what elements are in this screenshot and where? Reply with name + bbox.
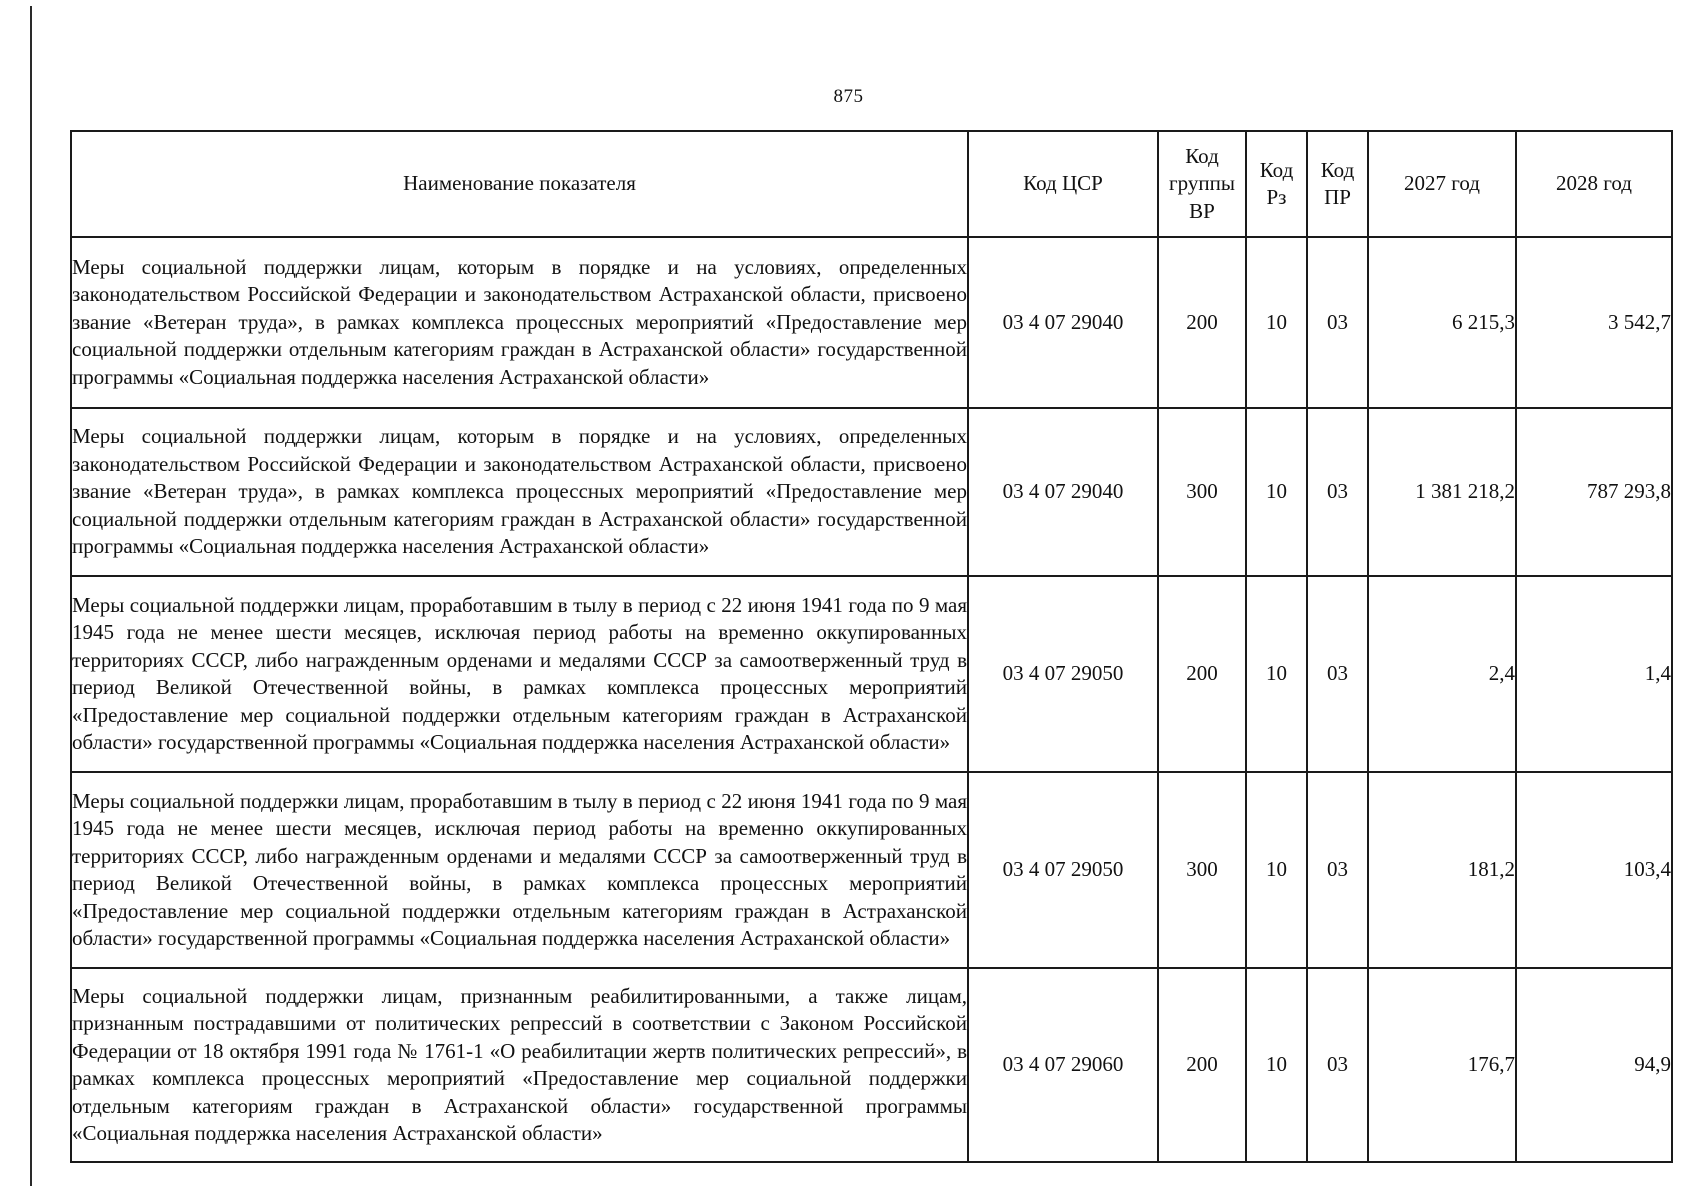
cell-indicator-name: Меры социальной поддержки лицам, проработавшим в тылу в период с 22 июня 1941 года по 9 мая 1945 года не менее шести месяцев, исключая период работы на временно оккупированных территориях СССР, либо награжденным орденами и медалями СССР за самоотверженный труд в период Великой Отечественной войны, в рамках комплекса процессных мероприятий «Предоставление мер социальной поддержки отдельным категориям граждан в Астраханской области» государственной программы «Социальная поддержка населения Астраханской области» [71, 772, 968, 968]
cell-pr-code: 03 [1307, 237, 1368, 408]
cell-csr-code: 03 4 07 29040 [968, 237, 1158, 408]
cell-amount-2028: 787 293,8 [1516, 408, 1672, 576]
cell-rz-code: 10 [1246, 408, 1307, 576]
cell-amount-2027: 176,7 [1368, 968, 1516, 1162]
cell-vr-code: 300 [1158, 408, 1246, 576]
cell-rz-code: 10 [1246, 772, 1307, 968]
cell-csr-code: 03 4 07 29050 [968, 772, 1158, 968]
header-row [71, 131, 1672, 237]
cell-amount-2027: 2,4 [1368, 576, 1516, 772]
table-header [71, 131, 1672, 237]
cell-csr-code: 03 4 07 29040 [968, 408, 1158, 576]
cell-amount-2028: 1,4 [1516, 576, 1672, 772]
cell-indicator-name: Меры социальной поддержки лицам, которым в порядке и на условиях, определенных законодательством Российской Федерации и законодательством Астраханской области, присвоено звание «Ветеран труда», в рамках комплекса процессных мероприятий «Предоставление мер социальной поддержки отдельным категориям граждан в Астраханской области» государственной программы «Социальная поддержка населения Астраханской области» [71, 408, 968, 576]
header-year-2028: 2028 год [1516, 131, 1672, 237]
cell-amount-2027: 1 381 218,2 [1368, 408, 1516, 576]
cell-amount-2027: 181,2 [1368, 772, 1516, 968]
cell-indicator-name: Меры социальной поддержки лицам, которым в порядке и на условиях, определенных законодательством Российской Федерации и законодательством Астраханской области, присвоено звание «Ветеран труда», в рамках комплекса процессных мероприятий «Предоставление мер социальной поддержки отдельным категориям граждан в Астраханской области» государственной программы «Социальная поддержка населения Астраханской области» [71, 237, 968, 408]
cell-indicator-name: Меры социальной поддержки лицам, проработавшим в тылу в период с 22 июня 1941 года по 9 мая 1945 года не менее шести месяцев, исключая период работы на временно оккупированных территориях СССР, либо награжденным орденами и медалями СССР за самоотверженный труд в период Великой Отечественной войны, в рамках комплекса процессных мероприятий «Предоставление мер социальной поддержки отдельным категориям граждан в Астраханской области» государственной программы «Социальная поддержка населения Астраханской области» [71, 576, 968, 772]
cell-pr-code: 03 [1307, 772, 1368, 968]
cell-csr-code: 03 4 07 29050 [968, 576, 1158, 772]
cell-csr-code: 03 4 07 29060 [968, 968, 1158, 1162]
cell-vr-code: 300 [1158, 772, 1246, 968]
cell-amount-2028: 3 542,7 [1516, 237, 1672, 408]
header-vr-group-code: Код группы ВР [1158, 131, 1246, 237]
header-rz-code: Код Рз [1246, 131, 1307, 237]
cell-vr-code: 200 [1158, 237, 1246, 408]
cell-vr-code: 200 [1158, 968, 1246, 1162]
cell-pr-code: 03 [1307, 968, 1368, 1162]
table-row [71, 968, 1672, 1162]
cell-amount-2028: 103,4 [1516, 772, 1672, 968]
header-indicator-name: Наименование показателя [71, 131, 968, 237]
table-row [71, 576, 1672, 772]
cell-indicator-name: Меры социальной поддержки лицам, признанным реабилитированными, а также лицам, признанным пострадавшими от политических репрессий в соответствии с Законом Российской Федерации от 18 октября 1991 года № 1761-1 «О реабилитации жертв политических репрессий», в рамках комплекса процессных мероприятий «Предоставление мер социальной поддержки отдельным категориям граждан в Астраханской области» государственной программы «Социальная поддержка населения Астраханской области» [71, 968, 968, 1162]
cell-amount-2027: 6 215,3 [1368, 237, 1516, 408]
cell-rz-code: 10 [1246, 237, 1307, 408]
header-csr-code: Код ЦСР [968, 131, 1158, 237]
table-row [71, 408, 1672, 576]
page-left-border-line [30, 6, 32, 1186]
header-pr-code: Код ПР [1307, 131, 1368, 237]
cell-rz-code: 10 [1246, 576, 1307, 772]
table-body [71, 237, 1672, 1162]
cell-pr-code: 03 [1307, 576, 1368, 772]
cell-amount-2028: 94,9 [1516, 968, 1672, 1162]
header-year-2027: 2027 год [1368, 131, 1516, 237]
table-row [71, 772, 1672, 968]
cell-pr-code: 03 [1307, 408, 1368, 576]
table-row [71, 237, 1672, 408]
budget-table [70, 130, 1673, 1163]
page-number: 875 [833, 86, 864, 107]
cell-vr-code: 200 [1158, 576, 1246, 772]
cell-rz-code: 10 [1246, 968, 1307, 1162]
